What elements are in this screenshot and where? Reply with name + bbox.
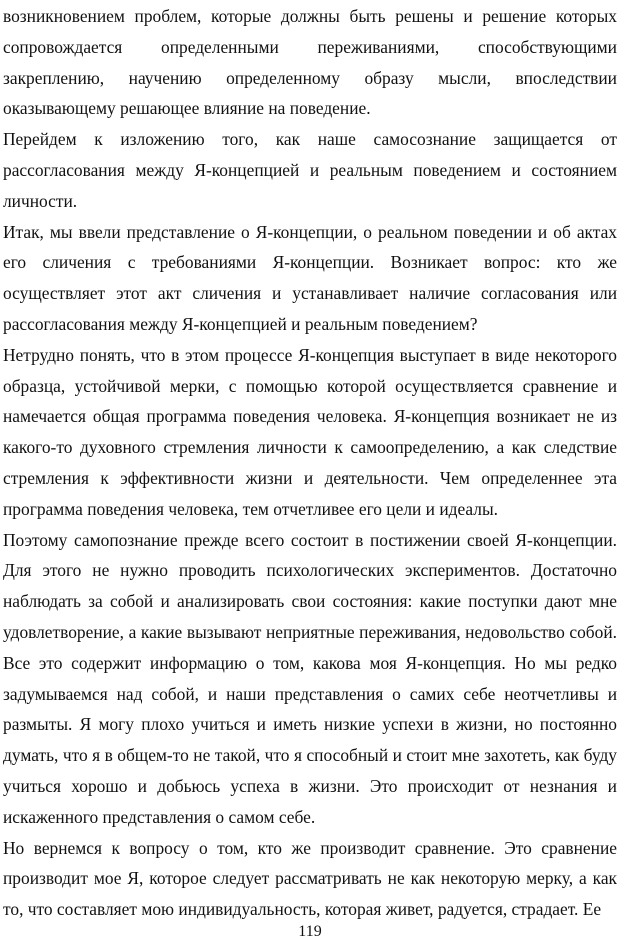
body-text [3,1,617,925]
paragraph-4: Нетрудно понять, что в этом процессе Я-концепция выступает в виде некоторого образца, устойчивой мерки, с помощью которой осуществляется сравнение и намечается общая программа поведения человека. Я-концепция возникает не из какого-то духовного стремления личности к самоопределению, а как следствие стремления к эффективности жизни и деятельности. Чем определеннее эта программа поведения человека, тем отчетливее его цели и идеалы. [3,344,617,519]
paragraph-1: возникновением проблем, которые должны быть решены и решение которых сопровождается определенными переживаниями, способствующими закреплению, научению определенному образу мысли, впоследствии оказывающему решающее влияние на поведение. [3,6,617,119]
page-number: 119 [298,923,322,940]
paragraph-3: Итак, мы ввели представление о Я-концепции, о реальном поведении и об актах его сличения с требованиями Я-концепции. Возникает вопрос: кто же осуществляет этот акт сличения и устанавливает наличие согласования или рассогласования между Я-концепцией и реальным поведением? [3,221,617,334]
paragraph-6: Но вернемся к вопросу о том, кто же производит сравнение. Это сравнение производит мое Я, которое следует рассматривать не как некоторую мерку, а как то, что составляет мою индивидуальность, которая живет, радуется, страдает. Ее [3,837,617,920]
paragraph-5: Поэтому самопознание прежде всего состоит в постижении своей Я-концепции. Для этого не нужно проводить психологических экспериментов. Достаточно наблюдать за собой и анализировать свои состояния: какие поступки дают мне удовлетворение, а какие вызывают неприятные переживания, недовольство собой. Все это содержит информацию о том, какова моя Я-концепция. Но мы редко задумываемся над собой, и наши представления о самих себе неотчетливы и размыты. Я могу плохо учиться и иметь низкие успехи в жизни, но постоянно думать, что я в общем-то не такой, что я способный и стоит мне захотеть, как буду учиться хорошо и добьюсь успеха в жизни. Это происходит от незнания и искаженного представления о самом себе. [3,529,617,827]
paragraph-2: Перейдем к изложению того, как наше самосознание защищается от рассогласования между Я-концепцией и реальным поведением и состоянием личности. [3,129,617,211]
